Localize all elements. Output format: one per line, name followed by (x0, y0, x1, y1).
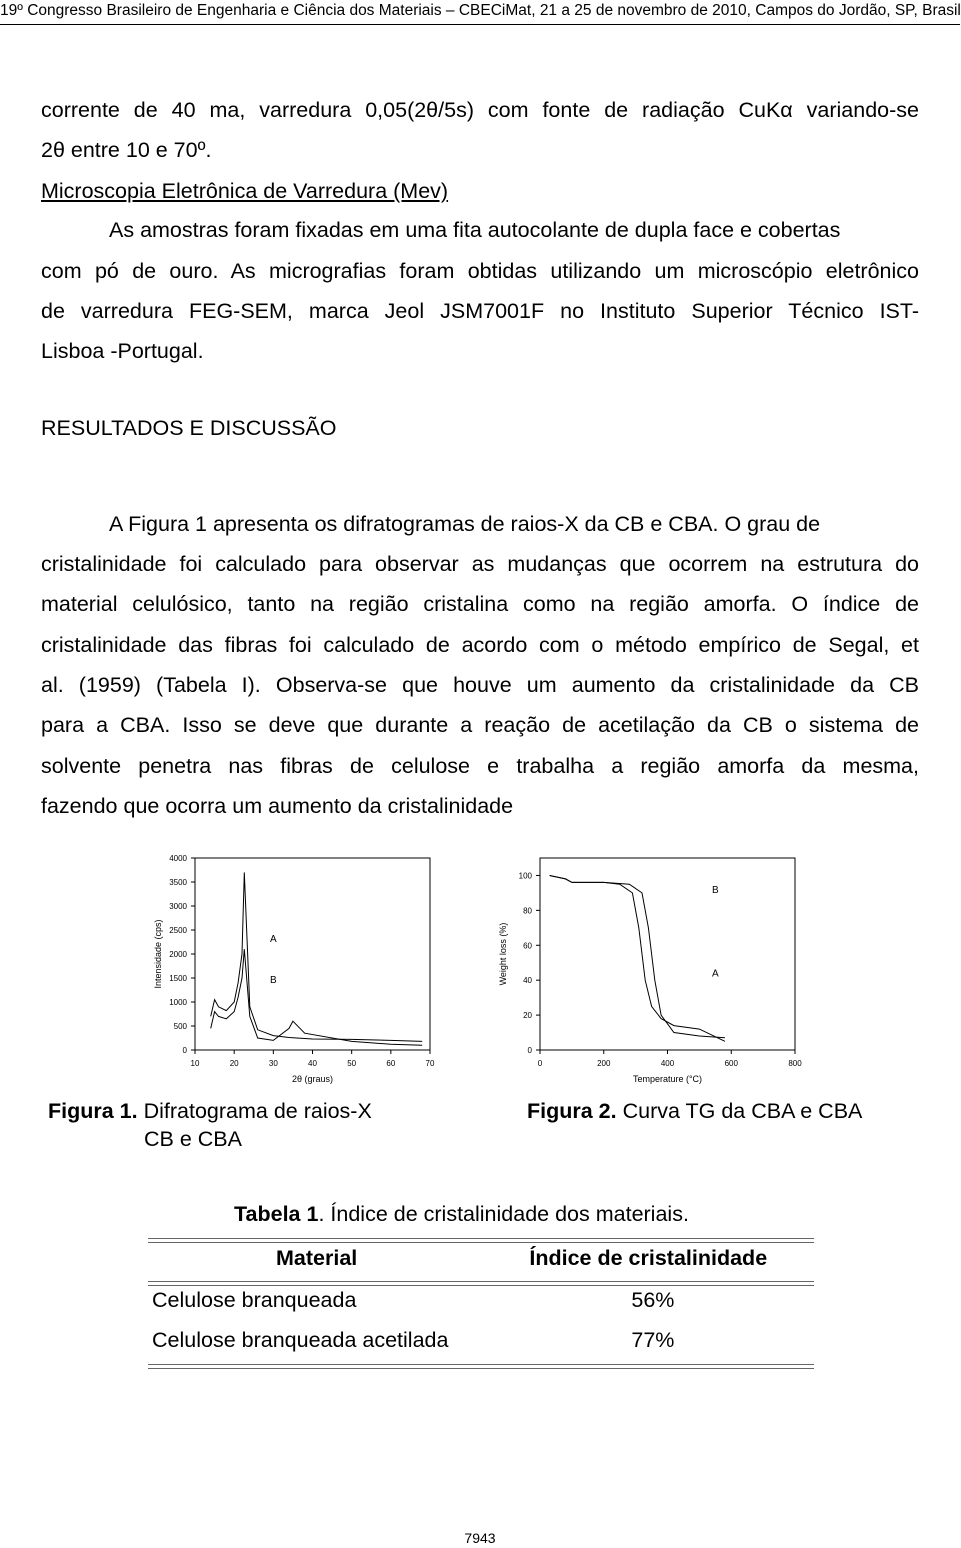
figure-2-caption (527, 1097, 862, 1125)
paragraph-line: cristalinidade das fibras foi calculado de acordo com o método empírico de Segal, et (41, 633, 919, 657)
paragraph-line: Lisboa -Portugal. (41, 339, 204, 363)
series-line-a (211, 872, 423, 1041)
paragraph-line: al. (1959) (Tabela I). Observa-se que houve um aumento da cristalinidade da CB (41, 673, 919, 697)
x-tick-label: 400 (660, 1059, 675, 1068)
plot-frame (540, 858, 795, 1050)
y-axis-label: Intensidade (cps) (153, 919, 163, 989)
series-line-b (550, 876, 725, 1038)
plot-frame (195, 858, 430, 1050)
paragraph-line: As amostras foram fixadas em uma fita autocolante de dupla face e cobertas (109, 218, 841, 242)
paragraph-line: corrente de 40 ma, varredura 0,05(2θ/5s) com fonte de radiação CuKα variando-se (41, 98, 919, 122)
y-tick-label: 3500 (169, 878, 187, 887)
paragraph-line: com pó de ouro. As micrografias foram obtidas utilizando um microscópio eletrônico (41, 259, 919, 283)
page-number: 7943 (464, 1530, 496, 1546)
subsection-title-mev: Microscopia Eletrônica de Varredura (Mev) (41, 179, 449, 203)
paragraph-line: cristalinidade foi calculado para observar as mudanças que ocorrem na estrutura do (41, 552, 919, 576)
x-axis-label: 2θ (graus) (291, 1074, 334, 1084)
xrd-chart (140, 850, 440, 1090)
y-axis-label: Weight loss (%) (498, 922, 508, 986)
x-tick-label: 200 (597, 1059, 611, 1068)
y-tick-label: 60 (523, 941, 532, 951)
y-tick-label: 2000 (169, 950, 187, 959)
table-cell-index: 77% (631, 1327, 675, 1352)
paragraph-line: para a CBA. Isso se deve que durante a reação de acetilação da CB o sistema de (41, 713, 919, 737)
table-header-index: Índice de cristalinidade (529, 1245, 768, 1270)
y-tick-label: 1500 (169, 974, 187, 983)
table-caption-label: Tabela 1 (234, 1202, 319, 1226)
table-caption (234, 1202, 689, 1227)
figure-1-text-2: CB e CBA (144, 1127, 242, 1151)
figure-1-caption (48, 1097, 372, 1153)
paragraph-line: de varredura FEG-SEM, marca Jeol JSM7001F no Instituto Superior Técnico IST- (41, 299, 919, 323)
y-tick-label: 1000 (169, 998, 187, 1007)
series-annotation: A (711, 968, 719, 980)
x-tick-label: 800 (788, 1059, 802, 1068)
figure-2-label: Figura 2. (527, 1099, 617, 1123)
series-annotation: B (269, 974, 277, 986)
y-tick-label: 80 (523, 906, 532, 916)
table-header-rule (148, 1281, 814, 1286)
series-line-b (211, 949, 423, 1045)
figure-2-text: Curva TG da CBA e CBA (616, 1099, 863, 1123)
series-annotation: A (269, 934, 277, 945)
y-tick-label: 500 (173, 1022, 187, 1031)
table-cell-material: Celulose branqueada (152, 1287, 357, 1312)
paragraph-line: solvente penetra nas fibras de celulose e trabalha a região amorfa da mesma, (41, 754, 919, 778)
table-bottom-rule (148, 1364, 814, 1369)
table-cell-material: Celulose branqueada acetilada (152, 1327, 449, 1352)
x-tick-label: 70 (425, 1059, 435, 1068)
table-row (148, 1320, 814, 1360)
running-header: 19º Congresso Brasileiro de Engenharia e Ciência dos Materiais – CBECiMat, 21 a 25 de novembro de 2010, Campos do Jordão, SP, Brasil (0, 2, 961, 19)
tg-chart (498, 850, 805, 1090)
section-heading: RESULTADOS E DISCUSSÃO (41, 416, 337, 440)
x-tick-label: 30 (268, 1059, 278, 1068)
y-tick-label: 3000 (169, 902, 187, 911)
y-tick-label: 2500 (169, 926, 187, 935)
y-tick-label: 0 (182, 1046, 187, 1055)
x-tick-label: 60 (386, 1059, 396, 1068)
table-cell-index: 56% (631, 1287, 675, 1312)
x-tick-label: 0 (537, 1059, 543, 1068)
series-line-a (550, 876, 725, 1042)
table-header-material: Material (276, 1245, 358, 1270)
y-tick-label: 0 (527, 1046, 532, 1055)
y-tick-label: 4000 (169, 854, 187, 863)
x-tick-label: 10 (190, 1059, 200, 1068)
y-tick-label: 40 (523, 976, 532, 986)
x-axis-label: Temperature (°C) (632, 1074, 703, 1084)
series-annotation: B (711, 884, 719, 896)
paragraph-line: fazendo que ocorra um aumento da cristalinidade (41, 794, 514, 818)
crystallinity-table (148, 1240, 814, 1360)
table-caption-text: . Índice de cristalinidade dos materiais. (318, 1202, 689, 1226)
y-tick-label: 100 (518, 871, 532, 881)
figure-1-label: Figura 1. (48, 1099, 138, 1123)
x-tick-label: 50 (347, 1059, 357, 1068)
figure-1-text: Difratograma de raios-X (137, 1099, 372, 1123)
paragraph-line: 2θ entre 10 e 70º. (41, 138, 212, 162)
header-divider (0, 24, 960, 25)
x-tick-label: 600 (724, 1059, 738, 1068)
table-header-row (148, 1240, 814, 1276)
paragraph-line: material celulósico, tanto na região cristalina como na região amorfa. O índice de (41, 592, 919, 616)
y-tick-label: 20 (523, 1011, 532, 1021)
paragraph-line: A Figura 1 apresenta os difratogramas de raios-X da CB e CBA. O grau de (109, 512, 821, 536)
x-tick-label: 40 (308, 1059, 317, 1068)
x-tick-label: 20 (229, 1059, 239, 1068)
